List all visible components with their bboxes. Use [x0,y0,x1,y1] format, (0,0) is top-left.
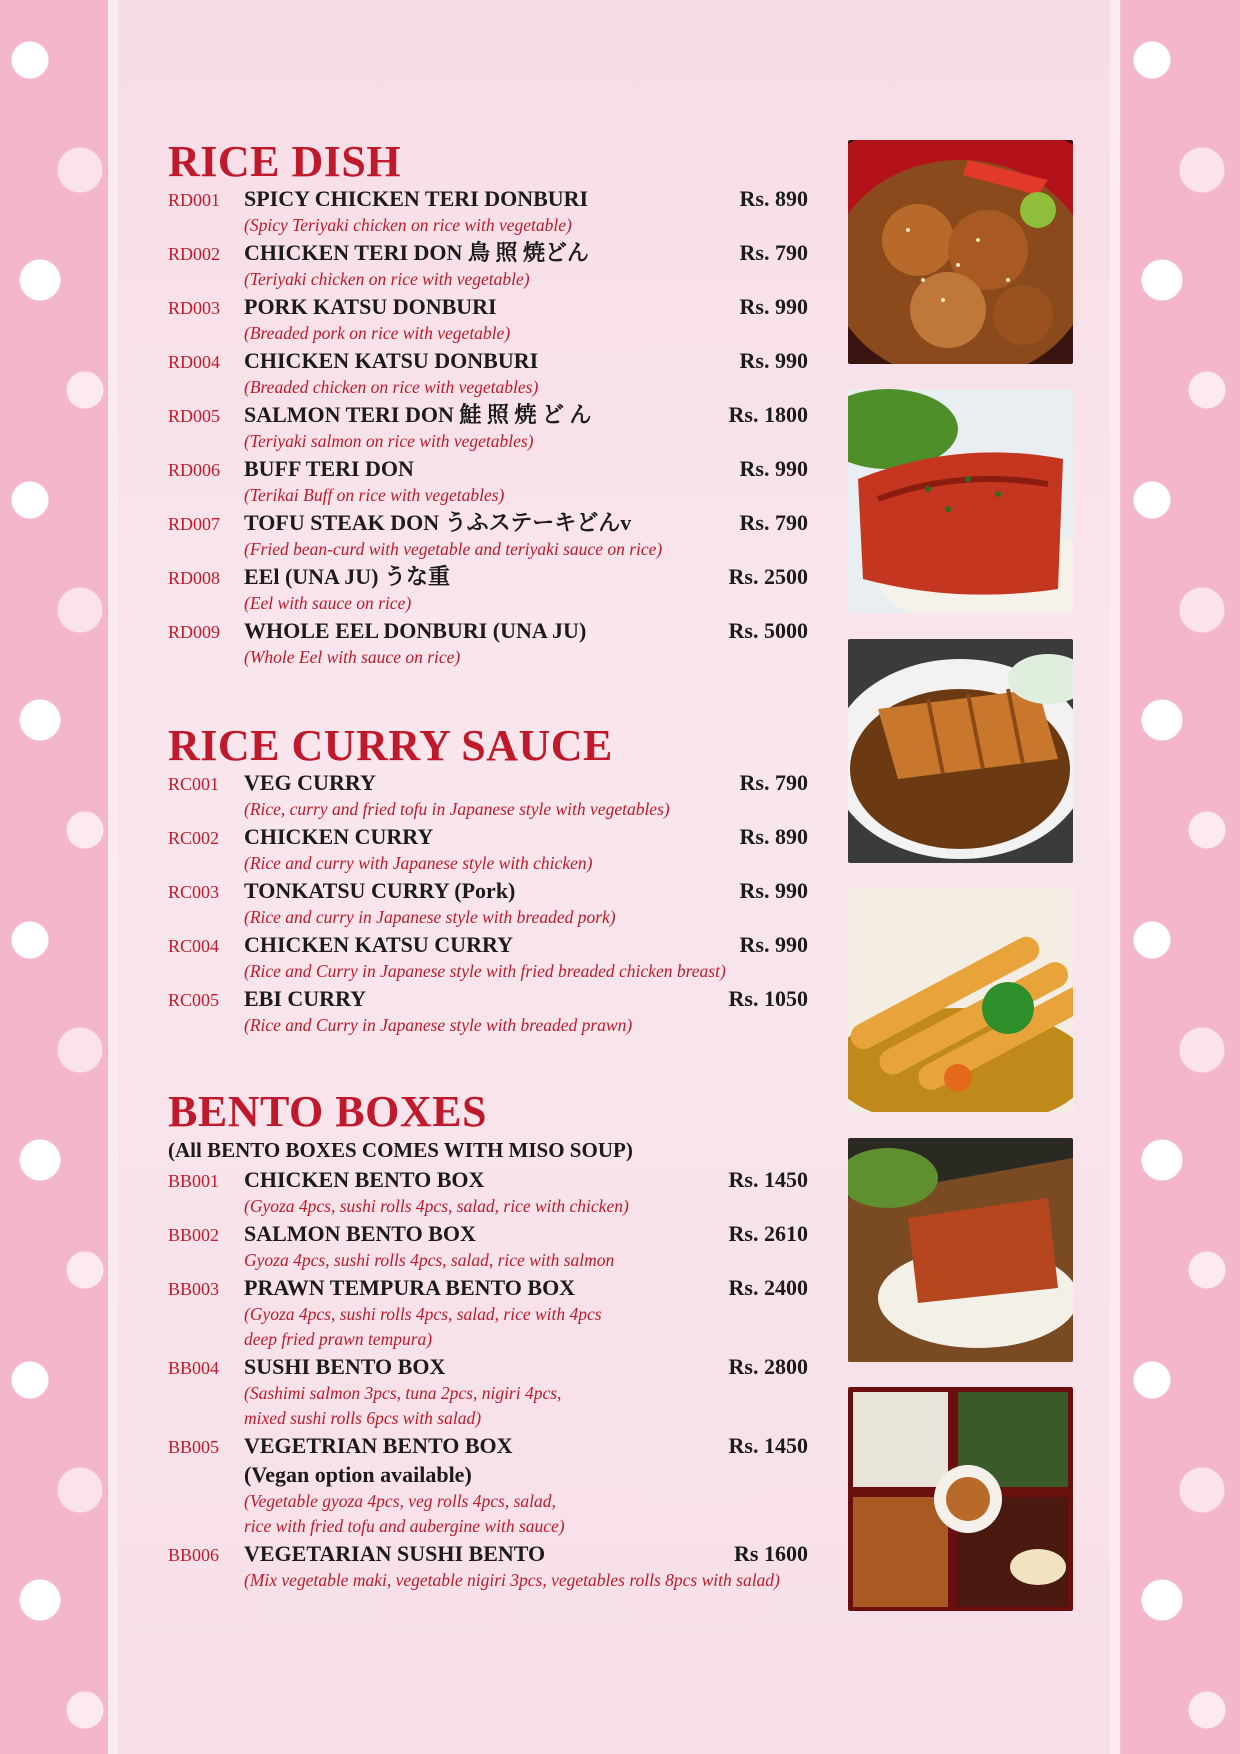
item-name: CHICKEN TERI DON 鳥 照 焼どん [244,240,589,265]
photo-teriyaki-salmon-rice [848,389,1073,613]
item-description: (Sashimi salmon 3pcs, tuna 2pcs, nigiri 4pcs, [244,1383,562,1403]
item-name: VEGETRIAN BENTO BOX [244,1433,513,1458]
item-description: (Terikai Buff on rice with vegetables) [244,485,505,505]
item-price: Rs. 1050 [728,986,808,1011]
item-price: Rs. 790 [739,510,808,535]
item-description: (Spicy Teriyaki chicken on rice with vegetable) [244,215,572,235]
item-name: VEGETARIAN SUSHI BENTO [244,1541,546,1566]
item-name: TONKATSU CURRY (Pork) [244,878,516,903]
item-name: SALMON BENTO BOX [244,1221,476,1246]
item-code: RC004 [168,936,220,956]
item-name: SUSHI BENTO BOX [244,1354,446,1379]
menu-item [168,184,808,238]
item-code: RD007 [168,514,221,534]
item-price: Rs. 790 [739,240,808,265]
item-description: (Breaded pork on rice with vegetable) [244,323,511,343]
item-description: (Rice and curry in Japanese style with breaded pork) [244,907,616,927]
menu-item [168,292,808,346]
item-name: SALMON TERI DON 鮭 照 焼 ど ん [244,402,592,427]
item-code: RC003 [168,882,220,902]
menu-item [168,562,808,616]
item-code: BB001 [168,1171,220,1191]
item-name: WHOLE EEL DONBURI (UNA JU) [244,618,587,643]
item-price: Rs. 890 [739,824,808,849]
item-price: Rs. 990 [739,348,808,373]
item-description: (Rice and Curry in Japanese style with breaded prawn) [244,1015,633,1035]
item-description: (Fried bean-curd with vegetable and teriyaki sauce on rice) [244,539,663,559]
section-title-rice-curry: RICE CURRY SAUCE [168,721,613,770]
menu-item [168,508,808,562]
item-name: TOFU STEAK DON うふステーキどんv [244,510,632,535]
item-price: Rs 1600 [734,1541,808,1566]
bento-note: (All BENTO BOXES COMES WITH MISO SOUP) [168,1138,633,1162]
item-name: PORK KATSU DONBURI [244,294,497,319]
menu-item [168,876,808,930]
item-code: BB004 [168,1358,220,1378]
item-code: RD006 [168,460,221,480]
item-name: CHICKEN KATSU CURRY [244,932,513,957]
menu-item [168,1352,808,1431]
section-title-rice-dish: RICE DISH [168,137,402,186]
item-price: Rs. 790 [739,770,808,795]
menu-item [168,822,808,876]
menu-item [168,930,808,984]
menu-item [168,1431,808,1539]
item-code: RD003 [168,298,221,318]
item-description: (Mix vegetable maki, vegetable nigiri 3pcs, vegetables rolls 8pcs with salad) [244,1570,780,1590]
item-price: Rs. 2610 [728,1221,808,1246]
item-description: (Vegetable gyoza 4pcs, veg rolls 4pcs, salad, [244,1491,556,1511]
bento-section [168,1087,808,1593]
item-price: Rs. 990 [739,878,808,903]
item-description: (Eel with sauce on rice) [244,593,412,613]
menu-item [168,616,808,670]
item-name: SPICY CHICKEN TERI DONBURI [244,186,589,211]
item-price: Rs. 1450 [728,1433,808,1458]
item-code: RD001 [168,190,221,210]
item-price: Rs. 990 [739,456,808,481]
item-code: RD009 [168,622,221,642]
item-description: Gyoza 4pcs, sushi rolls 4pcs, salad, rice with salmon [244,1250,615,1270]
item-description: (Rice, curry and fried tofu in Japanese style with vegetables) [244,799,670,819]
rice-dish-section [168,137,808,670]
item-description-cont: mixed sushi rolls 6pcs with salad) [244,1408,482,1428]
item-description: (Breaded chicken on rice with vegetables) [244,377,539,397]
item-code: BB006 [168,1545,220,1565]
item-price: Rs. 1800 [728,402,808,427]
item-description-cont: rice with fried tofu and aubergine with sauce) [244,1516,565,1536]
item-name: CHICKEN BENTO BOX [244,1167,485,1192]
cherry-blossom-border-left [0,0,110,1754]
item-name: CHICKEN KATSU DONBURI [244,348,539,373]
item-code: BB003 [168,1279,220,1299]
item-price: Rs. 990 [739,294,808,319]
photo-chicken-katsu-bento [848,1138,1073,1362]
menu-item [168,238,808,292]
item-name: VEG CURRY [244,770,376,795]
item-price: Rs. 990 [739,932,808,957]
item-description: (Teriyaki salmon on rice with vegetables) [244,431,534,451]
menu-item [168,768,808,822]
photo-ebi-prawn-curry [848,888,1073,1112]
item-code: BB002 [168,1225,220,1245]
item-code: RD005 [168,406,221,426]
item-code: RC001 [168,774,220,794]
vegan-option-note: (Vegan option available) [244,1462,472,1487]
rice-curry-section [168,721,808,1038]
cherry-blossom-border-right [1122,0,1240,1754]
item-code: BB005 [168,1437,220,1457]
item-price: Rs. 890 [739,186,808,211]
item-code: RD004 [168,352,221,372]
item-description-cont: deep fried prawn tempura) [244,1329,433,1349]
item-description: (Teriyaki chicken on rice with vegetable) [244,269,530,289]
item-description: (Gyoza 4pcs, sushi rolls 4pcs, salad, rice with 4pcs [244,1304,602,1324]
menu-content [168,137,808,1593]
menu-item [168,1165,808,1219]
menu-item [168,454,808,508]
item-code: RC002 [168,828,220,848]
item-name: CHICKEN CURRY [244,824,434,849]
item-name: BUFF TERI DON [244,456,414,481]
item-name: EEl (UNA JU) うな重 [244,564,450,589]
item-description: (Whole Eel with sauce on rice) [244,647,461,667]
item-description: (Rice and Curry in Japanese style with fried breaded chicken breast) [244,961,726,981]
item-name: PRAWN TEMPURA BENTO BOX [244,1275,576,1300]
menu-item [168,346,808,400]
photo-katsu-curry [848,639,1073,863]
item-price: Rs. 2500 [728,564,808,589]
menu-item [168,1273,808,1352]
item-description: (Gyoza 4pcs, sushi rolls 4pcs, salad, rice with chicken) [244,1196,629,1216]
item-price: Rs. 5000 [728,618,808,643]
item-name: EBI CURRY [244,986,367,1011]
item-price: Rs. 2800 [728,1354,808,1379]
photo-bento-box-tray [848,1387,1073,1611]
item-code: RD002 [168,244,221,264]
menu-item [168,984,808,1038]
menu-item [168,1219,808,1273]
menu-item [168,400,808,454]
item-price: Rs. 1450 [728,1167,808,1192]
item-code: RD008 [168,568,221,588]
menu-item [168,1539,808,1593]
item-code: RC005 [168,990,220,1010]
item-description: (Rice and curry with Japanese style with chicken) [244,853,593,873]
photo-teriyaki-chicken-donburi [848,140,1073,364]
section-title-bento: BENTO BOXES [168,1087,487,1136]
item-price: Rs. 2400 [728,1275,808,1300]
